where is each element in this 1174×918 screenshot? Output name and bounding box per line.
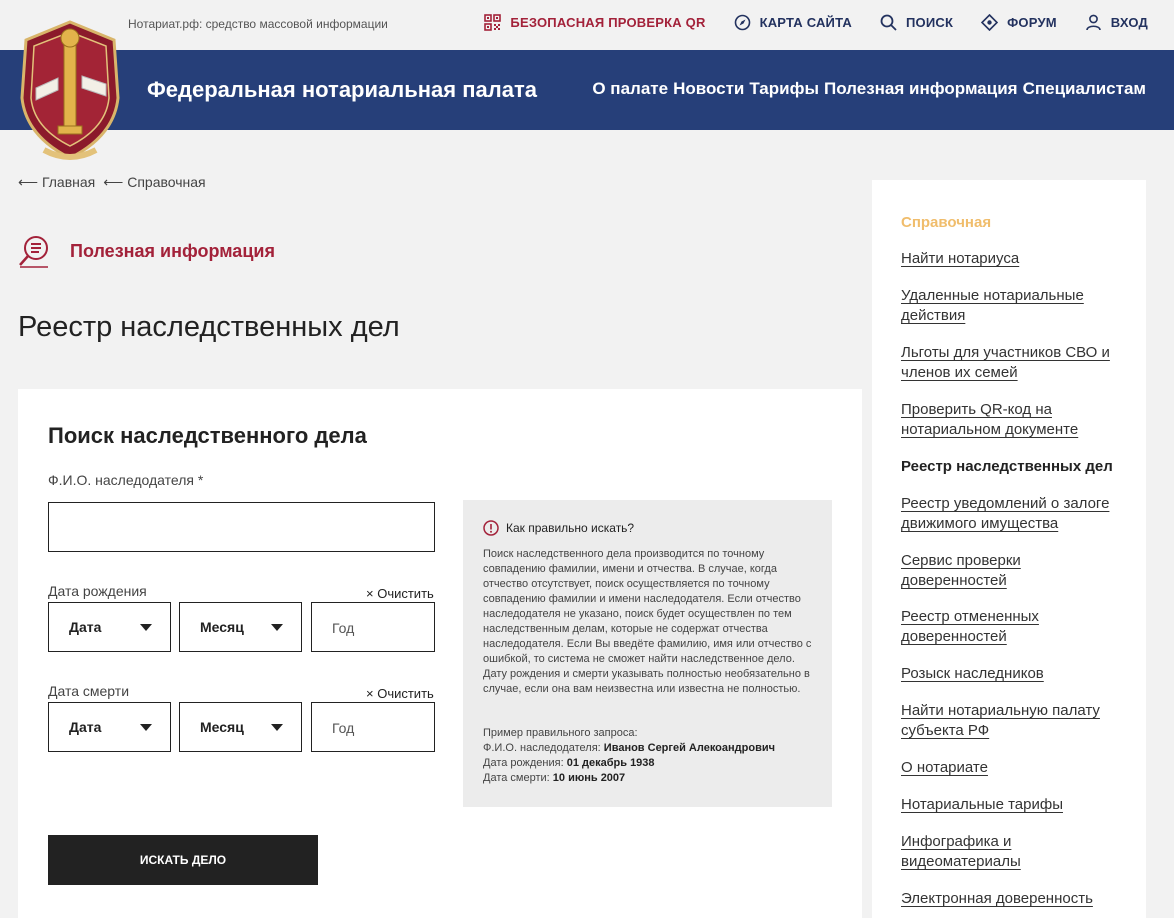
death-year-input[interactable] (311, 702, 435, 752)
qr-icon (484, 14, 501, 31)
sidebar-item-svo-benefits[interactable]: Льготы для участников СВО и членов их семей (901, 344, 1110, 381)
sidebar-item-heir-search[interactable]: Розыск наследников (901, 665, 1044, 682)
compass-icon (734, 14, 751, 31)
sidebar-item-pledge-registry[interactable]: Реестр уведомлений о залоге движимого имущества (901, 495, 1110, 532)
form-title: Поиск наследственного дела (48, 423, 367, 448)
nav-news[interactable]: Новости (673, 79, 745, 98)
search-hint-box (463, 500, 832, 807)
top-bar (0, 0, 1174, 50)
page-title: Реестр наследственных дел (18, 311, 400, 343)
sitemap-label: КАРТА САЙТА (759, 15, 853, 30)
example-death-line (483, 771, 775, 786)
nav-tariffs[interactable]: Тарифы (749, 79, 819, 98)
sidebar-item-regional-chamber[interactable]: Найти нотариальную палату субъекта РФ (901, 702, 1100, 739)
sidebar-item-inheritance-registry: Реестр наследственных дел (901, 458, 1113, 475)
media-note: Нотариат.рф: средство массовой информации (128, 17, 388, 31)
birth-date-label: Дата рождения (48, 583, 147, 599)
example-birth-line (483, 756, 775, 771)
sidebar-item-about-notariat[interactable]: О нотариате (901, 759, 988, 776)
sidebar-item-infographics[interactable]: Инфографика и видеоматериалы (901, 833, 1021, 870)
qr-check-link[interactable] (484, 14, 705, 31)
breadcrumb (18, 174, 214, 191)
sidebar-item-check-qr[interactable]: Проверить QR-код на нотариальном документе (901, 401, 1079, 438)
birth-month-value: Месяц (200, 619, 244, 635)
sitemap-link[interactable] (734, 14, 852, 31)
search-case-button[interactable]: ИСКАТЬ ДЕЛО (48, 835, 318, 885)
info-icon (483, 520, 499, 536)
death-date-label: Дата смерти (48, 683, 130, 699)
sidebar-item-revoked-poa[interactable]: Реестр отмененных доверенностей (901, 608, 1039, 645)
death-day-value: Дата (69, 719, 102, 735)
sidebar-item-remote-actions[interactable]: Удаленные нотариальные действия (901, 287, 1084, 324)
nav-about[interactable]: О палате (592, 79, 669, 98)
forum-link[interactable] (981, 14, 1057, 31)
dropdown-arrow-icon (140, 724, 152, 731)
birth-year-placeholder: Год (332, 620, 355, 636)
example-name-value: Иванов Сергей Алекоандрович (603, 742, 775, 754)
dropdown-arrow-icon (140, 624, 152, 631)
breadcrumb-reference[interactable]: ⟵ Справочная (103, 174, 206, 190)
birth-year-input[interactable] (311, 602, 435, 652)
birth-day-value: Дата (69, 619, 102, 635)
death-day-select[interactable] (48, 702, 171, 752)
section-label-text[interactable]: Полезная информация (70, 240, 275, 261)
qr-check-label: БЕЗОПАСНАЯ ПРОВЕРКА QR (510, 15, 706, 30)
hint-example (483, 726, 775, 786)
breadcrumb-home[interactable]: ⟵ Главная (18, 174, 96, 190)
search-label: ПОИСК (906, 15, 954, 30)
example-birth-label: Дата рождения: (483, 757, 564, 769)
sidebar-item-tariffs[interactable]: Нотариальные тарифы (901, 796, 1063, 813)
clear-death-date-button[interactable]: × Очистить (366, 686, 434, 701)
birth-month-select[interactable] (179, 602, 302, 652)
example-name-label: Ф.И.О. наследодателя: (483, 742, 601, 754)
section-label (18, 234, 275, 268)
death-month-select[interactable] (179, 702, 302, 752)
login-link[interactable] (1085, 14, 1148, 31)
chamber-emblem-logo[interactable] (14, 18, 126, 162)
login-label: ВХОД (1110, 15, 1148, 30)
nav-useful-info[interactable]: Полезная информация (824, 79, 1018, 98)
example-birth-value: 01 декабрь 1938 (566, 757, 655, 769)
birth-day-select[interactable] (48, 602, 171, 652)
example-title: Пример правильного запроса: (483, 727, 638, 739)
death-year-placeholder: Год (332, 720, 355, 736)
site-header (0, 50, 1174, 130)
sidebar-item-e-poa[interactable]: Электронная доверенность (901, 890, 1093, 907)
example-death-value: 10 июнь 2007 (552, 772, 626, 784)
main-nav (587, 79, 1146, 99)
top-nav (484, 14, 1148, 31)
forum-icon (981, 14, 998, 31)
dropdown-arrow-icon (271, 624, 283, 631)
hint-title (483, 520, 634, 536)
forum-label: ФОРУМ (1007, 15, 1057, 30)
deceased-name-input[interactable] (48, 502, 435, 552)
site-brand[interactable]: Федеральная нотариальная палата (147, 77, 537, 102)
document-search-icon (18, 234, 52, 268)
clear-birth-date-button[interactable]: × Очистить (366, 586, 434, 601)
reference-sidebar (872, 180, 1146, 918)
sidebar-title[interactable]: Справочная (901, 214, 992, 231)
search-icon (880, 14, 897, 31)
example-name-line (483, 741, 775, 756)
user-icon (1085, 14, 1102, 31)
death-month-value: Месяц (200, 719, 244, 735)
search-form-card (18, 389, 862, 918)
nav-specialists[interactable]: Специалистам (1022, 79, 1146, 98)
hint-body: Поиск наследственного дела производится по точному совпадению фамилии, имени и отчества. В случае, когда отчество отсутствует, поиск осуществляется по точному совпадению фамилии и имени наследодателя. Если отчество наследодателя не указано, поиск будет осуществлен по тем наследственным делам, которые не содержат отчества наследодателя. Если Вы введёте фамилию, имя или отчество с ошибкой, то система не сможет найти наследственное дело. Дату рождения и смерти указывать полностью необязательно в случае, если она вам неизвестна или известна не полностью. (483, 548, 812, 695)
search-link[interactable] (880, 14, 953, 31)
hint-title-text: Как правильно искать? (506, 521, 635, 535)
example-death-label: Дата смерти: (483, 772, 550, 784)
dropdown-arrow-icon (271, 724, 283, 731)
sidebar-item-find-notary[interactable]: Найти нотариуса (901, 250, 1020, 267)
sidebar-item-check-poa[interactable]: Сервис проверки доверенностей (901, 552, 1021, 589)
name-field-label: Ф.И.О. наследодателя * (48, 472, 204, 488)
